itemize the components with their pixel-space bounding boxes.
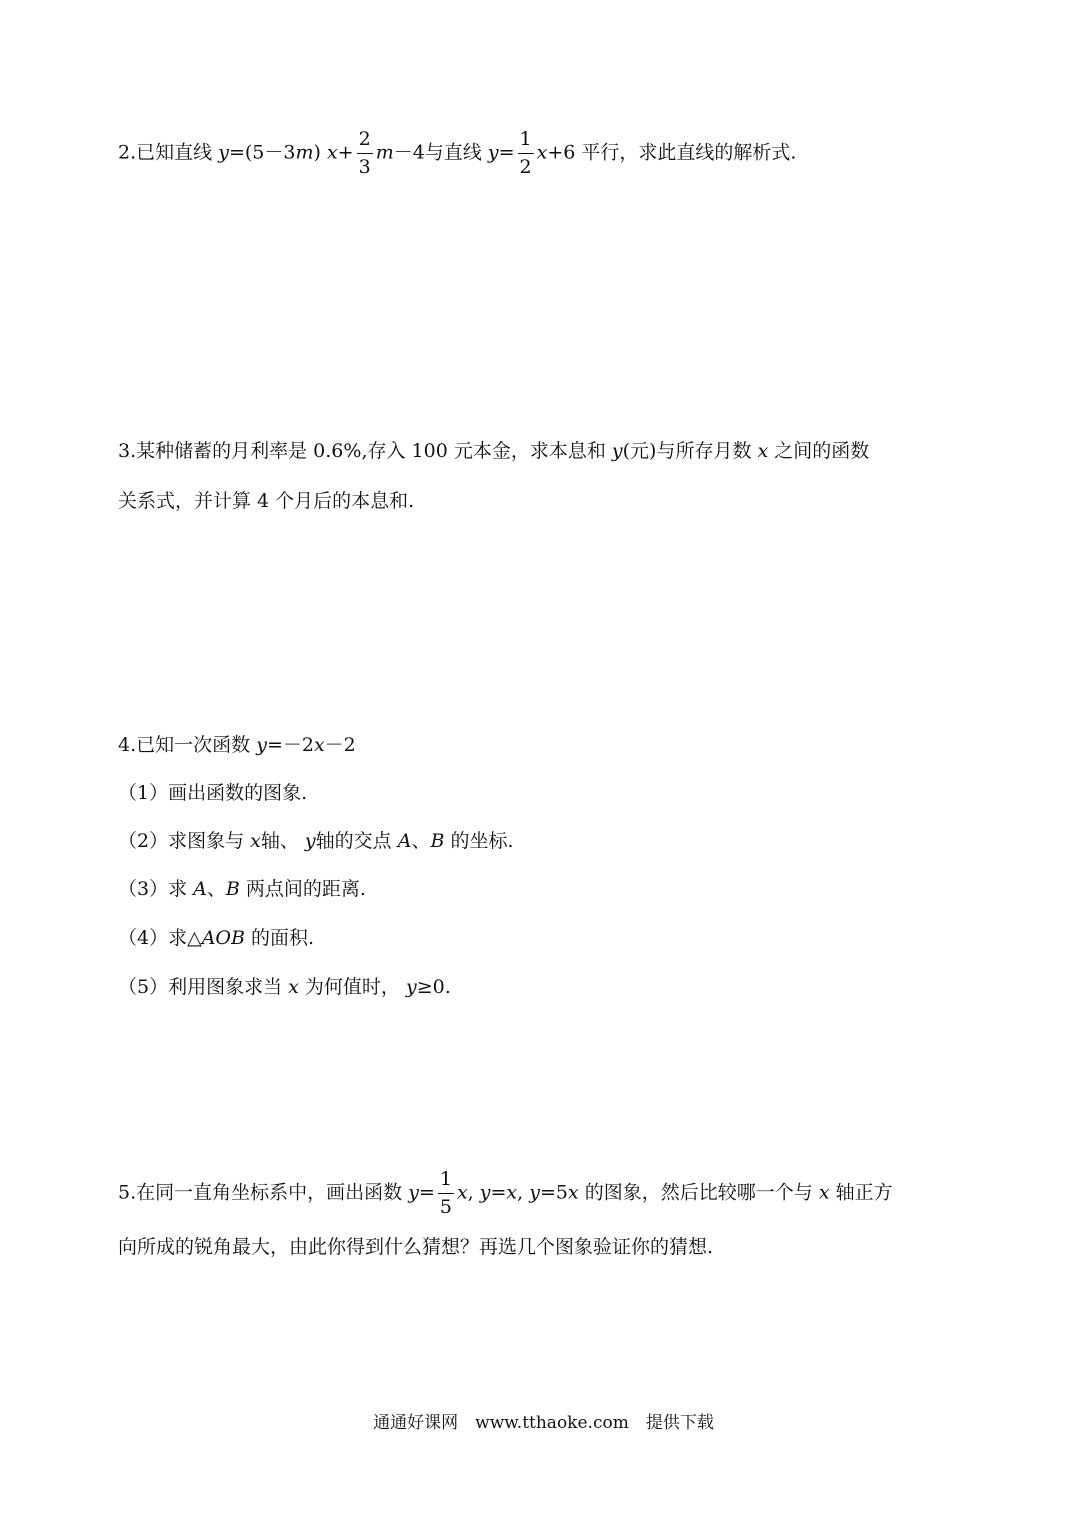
q4-p2-e: 的坐标.: [450, 830, 514, 852]
q5-f1-y: y: [408, 1181, 419, 1204]
q5-text-b: 的图象，然后比较哪一个与: [584, 1181, 813, 1204]
q2-text-a: 已知直线: [136, 141, 213, 164]
q4-eq-y: y: [256, 734, 267, 756]
q4-p3-B: B: [225, 878, 240, 900]
q4-part-1: （1）画出函数的图象.: [118, 782, 308, 804]
q4-p4-b: 的面积.: [251, 927, 315, 949]
q3-number: 3.: [118, 440, 137, 462]
q4-p2-y: y: [304, 830, 316, 852]
q4-p4-AOB: AOB: [201, 927, 245, 949]
q4-number: 4.: [118, 734, 137, 756]
q2-fraction-2-denominator: 2: [519, 156, 532, 178]
q4-p2-B: B: [430, 830, 445, 852]
q5-fraction-denominator: 5: [439, 1196, 452, 1218]
question-4-intro: [118, 736, 356, 755]
q4-part-4: [118, 929, 314, 948]
q4-p2-b: 轴、: [260, 830, 299, 852]
q2-fraction-1-numerator: 2: [357, 130, 373, 154]
q2-number: 2.: [118, 141, 137, 164]
q3-x: x: [757, 440, 769, 462]
q4-intro: 已知一次函数: [136, 734, 251, 756]
q5-f3-eq: =5: [539, 1181, 568, 1204]
q4-p2-x: x: [250, 830, 261, 852]
q4-p3-c: 两点间的距离.: [245, 878, 366, 900]
question-3-line-1: [118, 442, 869, 461]
q4-part-5: [118, 978, 451, 997]
question-5-line-1: [118, 1170, 893, 1217]
q2-eq2-x: x: [536, 141, 548, 164]
q2-eq2-y: y: [487, 141, 499, 164]
q4-p5-x: x: [288, 976, 299, 998]
q2-eq1-m: m: [295, 141, 314, 164]
q4-p2-c: 轴的交点: [315, 830, 392, 852]
q3-line1-a: 某种储蓄的月利率是 0.6%,存入 100 元本金，求本息和: [136, 440, 606, 462]
q4-p5-b: 为何值时，: [304, 976, 400, 998]
q5-sep-2: ,: [517, 1181, 524, 1204]
q2-fraction-1-denominator: 3: [358, 156, 371, 178]
q5-f2-x: x: [506, 1181, 518, 1204]
q4-p5-c: ≥0.: [416, 976, 451, 998]
q2-eq1-x: x: [326, 141, 338, 164]
q2-fraction-1: [357, 130, 373, 177]
question-2: [118, 130, 796, 177]
q3-line1-c: 之间的函数: [774, 440, 870, 462]
q5-f2-y: y: [479, 1181, 491, 1204]
q2-fraction-2: [518, 130, 534, 177]
q2-eq1-y: y: [218, 141, 229, 164]
q2-text-b: 与直线: [424, 141, 482, 164]
q5-sep-1: ,: [467, 1181, 474, 1204]
q2-eq1-a: =(5－3: [228, 141, 296, 164]
q2-fraction-2-numerator: 1: [518, 130, 534, 154]
q2-text-c: 平行，求此直线的解析式.: [581, 141, 797, 164]
q5-text-c: 轴正方: [835, 1181, 893, 1204]
q5-axis-x: x: [818, 1181, 830, 1204]
q3-line1-b: (元)与所存月数: [622, 440, 752, 462]
q2-eq1-c: －4: [393, 141, 425, 164]
q5-f2-eq: =: [490, 1181, 507, 1204]
q2-eq2-eq: =: [498, 141, 515, 164]
q4-p2-a: （2）求图象与: [118, 830, 245, 852]
q4-eq-b: －2: [324, 734, 356, 756]
q4-p2-d: 、: [411, 830, 431, 852]
q4-p5-y: y: [405, 976, 417, 998]
question-3-line-2: 关系式，并计算 4 个月后的本息和.: [118, 490, 415, 512]
q5-f1-x: x: [456, 1181, 468, 1204]
q2-eq1-m2: m: [375, 141, 394, 164]
footer-source: 通通好课网 www.tthaoke.com 提供下载: [373, 1413, 714, 1433]
q2-eq2-c: +6: [547, 141, 576, 164]
q4-part-2: [118, 832, 514, 851]
q5-number: 5.: [118, 1181, 137, 1204]
q5-f3-y: y: [529, 1181, 540, 1204]
q5-fraction: [438, 1170, 454, 1217]
q4-eq-a: =－2: [266, 734, 314, 756]
q4-part-3: [118, 880, 366, 899]
q5-f1-eq: =: [418, 1181, 435, 1204]
q3-y: y: [611, 440, 623, 462]
q4-p2-A: A: [397, 830, 412, 852]
q4-p3-b: 、: [206, 878, 226, 900]
q5-f3-x: x: [567, 1181, 579, 1204]
q4-p3-a: （3）求: [118, 878, 188, 900]
q2-eq1-b: ): [313, 141, 321, 164]
q5-text-a: 在同一直角坐标系中，画出函数: [136, 1181, 403, 1204]
q4-p5-a: （5）利用图象求当: [118, 976, 283, 998]
q5-fraction-numerator: 1: [438, 1170, 454, 1194]
question-5-line-2: 向所成的锐角最大，由此你得到什么猜想？再选几个图象验证你的猜想.: [118, 1236, 714, 1258]
q4-p4-a: （4）求△: [118, 927, 202, 949]
q2-eq1-plus: +: [337, 141, 354, 164]
q4-eq-x: x: [313, 734, 325, 756]
q4-p3-A: A: [193, 878, 207, 900]
